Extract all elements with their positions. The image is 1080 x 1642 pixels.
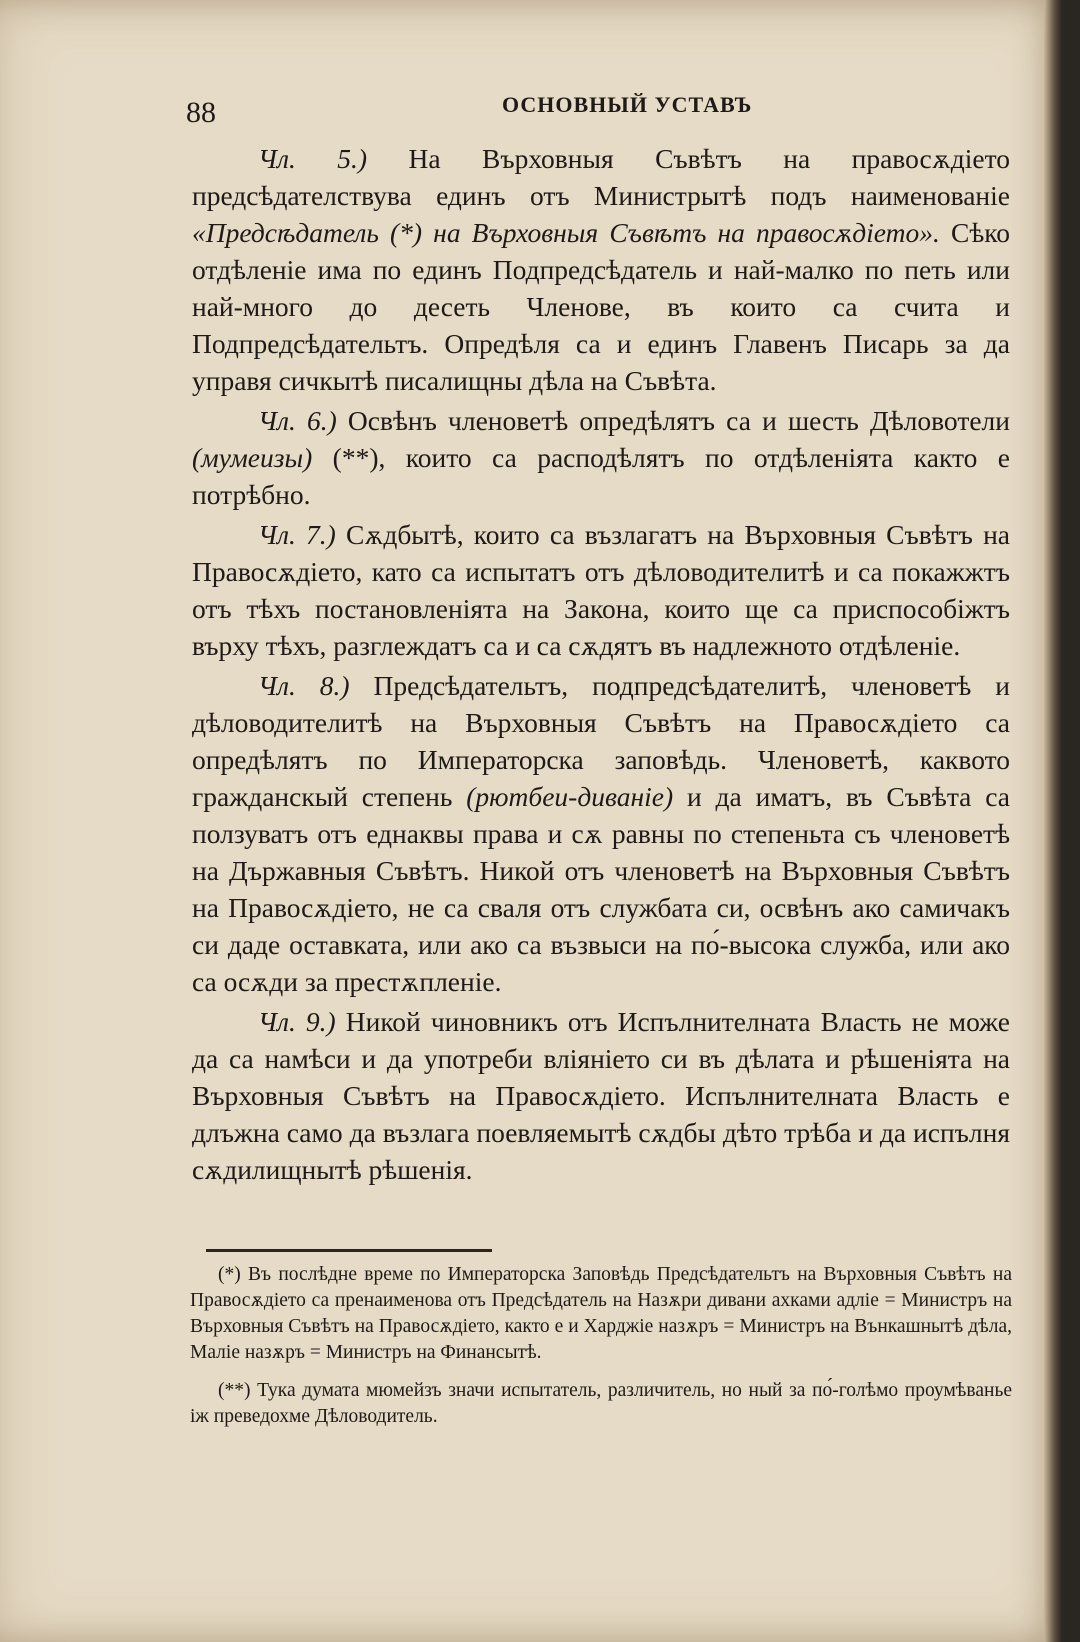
article-text-continued: и да иматъ, въ Съвѣта са ползуватъ отъ еднаквы права и сѫ равны по степеньта съ членоветѣ на Държавныя Съвѣтъ. Никой отъ членоветѣ на Върховныя Съвѣтъ на Правосѫдіето, не са сваля отъ службата си, освѣнъ ако самичакъ си даде оставката, или ако са възвыси на по́-высока служба, или ако са осѫди за престѫпленіе. xyxy=(192,781,1010,997)
footnote-divider xyxy=(206,1249,492,1252)
footnote-2: (**) Тука думата мюмейзъ значи испытатель, различитель, но ный за по́-голѣмо проумѣванье іж преведохме Дѣловодитель. xyxy=(190,1380,1012,1427)
article-text: Сѫдбытѣ, които са възлагатъ на Върховныя Съвѣтъ на Правосѫдіето, като са испытатъ отъ дѣловодителитѣ и са покажжтъ отъ тѣхъ постановленіята на Закона, които ще са приспособіжтъ върху тѣхъ, разглеждатъ са и са сѫдятъ въ надлежното отдѣленіе. xyxy=(192,519,1010,661)
main-text xyxy=(192,140,1010,1191)
article-6 xyxy=(192,402,1010,513)
article-8 xyxy=(192,667,1010,1000)
footnote-1: (*) Въ послѣдне време по Императорска Заповѣдь Предсѣдательтъ на Върховныя Съвѣтъ на Правосѫдіето са пренаименова отъ Предсѣдатель на Назѫри дивани ахками адліе = Министръ на Върховныя Съвѣтъ на Правосѫдіето, както е и Харджіе назѫръ = Министръ на Вънкашнытѣ дѣла, Маліе назѫръ = Министръ на Финансытѣ. xyxy=(190,1264,1012,1363)
article-emphasis: (рютбеи-диваніе) xyxy=(466,781,674,812)
article-text-continued: (**), които са расподѣлятъ по отдѣленіята както е потрѣбно. xyxy=(192,442,1010,510)
article-label: Чл. 5.) xyxy=(258,143,368,174)
article-9 xyxy=(192,1003,1010,1188)
article-emphasis: «Предсѣдатель (*) на Върховныя Съвѣтъ на правосѫдіето». xyxy=(192,217,940,248)
article-label: Чл. 9.) xyxy=(258,1006,336,1037)
article-5 xyxy=(192,140,1010,399)
article-text: Предсѣдательтъ, подпредсѣдателитѣ, членоветѣ и дѣловодителитѣ на Върховныя Съвѣтъ на Правосѫдіето са опредѣлятъ по Императорска заповѣдь. Членоветѣ, каквото гражданскый степень xyxy=(192,670,1010,812)
article-label: Чл. 7.) xyxy=(258,519,336,550)
article-7 xyxy=(192,516,1010,664)
article-text: Освѣнъ членоветѣ опредѣлятъ са и шесть Дѣловотели xyxy=(336,405,1010,436)
article-emphasis: (мумеизы) xyxy=(192,442,313,473)
article-text-continued: Сѣко отдѣленіе има по единъ Подпредсѣдатель и най-малко по петь или най-много до десеть Членове, въ които са счита и Подпредсѣдательтъ. Опредѣля са и единъ Главенъ Писарь за да управя сичкытѣ писалищны дѣла на Съвѣта. xyxy=(192,217,1010,396)
footnotes xyxy=(190,1262,1012,1442)
page-header xyxy=(186,88,1020,128)
page-number: 88 xyxy=(186,96,216,129)
running-title: ОСНОВНЫЙ УСТАВЪ xyxy=(502,92,753,117)
article-text: На Върховныя Съвѣтъ на правосѫдіето предсѣдателствува единъ отъ Министрытѣ подъ наименованіе xyxy=(192,143,1010,211)
article-label: Чл. 8.) xyxy=(258,670,350,701)
article-text: Никой чиновникъ отъ Испълнителната Власть не може да са намѣси и да употреби вліяніето си въ дѣлата и рѣшеніята на Върховныя Съвѣтъ на Правосѫдіето. Испълнителната Власть е длъжна само да възлага поевляемытѣ сѫдбы дѣто трѣба и да испълня сѫдилищнытѣ рѣшенія. xyxy=(192,1006,1010,1185)
page-edge xyxy=(1044,0,1062,1642)
article-label: Чл. 6.) xyxy=(258,405,337,436)
